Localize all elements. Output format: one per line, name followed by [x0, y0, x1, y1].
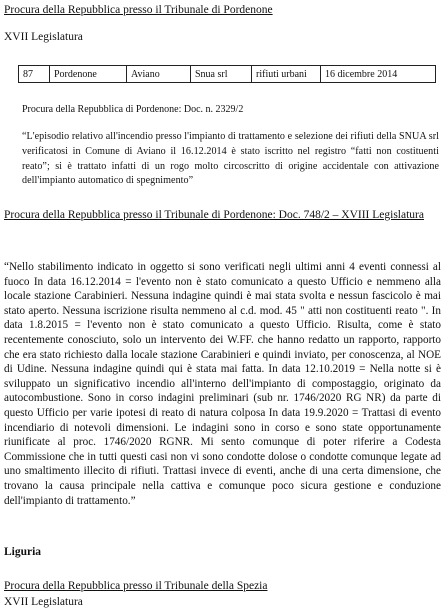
- section-heading-spezia: Procura della Repubblica presso il Tribunale della Spezia: [4, 580, 268, 592]
- table-cell-waste-type: rifiuti urbani: [252, 66, 321, 83]
- table-cell-date: 16 dicembre 2014: [321, 66, 436, 83]
- table-cell-company: Snua srl: [191, 66, 252, 83]
- table-cell-number: 87: [19, 66, 50, 83]
- legislatura-label: XVII Legislatura: [4, 31, 83, 43]
- legislatura-label-spezia: XVII Legislatura: [4, 596, 83, 608]
- table-row: [19, 66, 436, 83]
- incident-table: [18, 65, 436, 83]
- table-cell-province: Pordenone: [50, 66, 127, 83]
- section-heading-pordenone: Procura della Repubblica presso il Tribunale di Pordenone: [4, 4, 273, 16]
- region-heading: Liguria: [4, 546, 42, 558]
- document-reference: Procura della Repubblica di Pordenone: Doc. n. 2329/2: [22, 104, 244, 115]
- section-heading-pordenone-doc: Procura della Repubblica presso il Tribunale di Pordenone: Doc. 748/2 – XVIII Legislatura: [4, 209, 424, 221]
- quote-paragraph-long: “Nello stabilimento indicato in oggetto si sono verificati negli ultimi anni 4 eventi connessi al fuoco In data 16.12.2014 = l'evento non è stato comunicato a questo Ufficio e nemmeno alla locale stazione Carabinieri. Nessuna indagine quindi è mai stata svolta e nessun fascicolo è mai stato aperto. Nessuna iscrizione risulta nemmeno al c.d. mod. 45 " atti non costituenti reato ". In data 1.8.2015 = l'evento non è stato comunicato a questo Ufficio. Risulta, come è stato recentemente conosciuto, solo un intervento dei W.FF. che hanno redatto un rapporto, rapporto che era stato richiesto dalla locale stazione Carabinieri e quindi inviato, per conoscenza, al NOE di Udine. Nessuna indagine quindi qui è stata mai fatta. In data 12.10.2019 = Nella notte si è sviluppato un significativo incendio all'interno dell'impianto di compostaggio, originato da autocombustione. Sono in corso indagini preliminari (sub nr. 1746/2020 RG NR) da parte di questo Ufficio per varie ipotesi di reato di natura colposa In data 19.9.2020 = Trattasi di evento incendiario di notevoli dimensioni. Le indagini sono in corso e sono state opportunamente riunificate al proc. 1746/2020 RGNR. Mi sento comunque di poter riferire a Codesta Commissione che in tutti questi casi non vi sono condotte dolose o condotte comunque legate ad uno smaltimento illecito di rifiuti. Trattasi invece di eventi, anche di una certa dimensione, che trovano la causa principale nella cattiva e comunque poco sicura gestione e conduzione dell'impianto di trattamento.”: [4, 261, 441, 507]
- table-cell-municipality: Aviano: [127, 66, 191, 83]
- quote-paragraph: “L'episodio relativo all'incendio presso l'impianto di trattamento e selezione dei rifiuti della SNUA srl verificatosi in Comune di Aviano il 16.12.2014 è stato iscritto nel registro “fatti non costituenti reato”; si è trattato infatti di un rogo molto circoscritto di origine accidentale con attivazione dell'impianto automatico di spegnimento”: [22, 131, 439, 187]
